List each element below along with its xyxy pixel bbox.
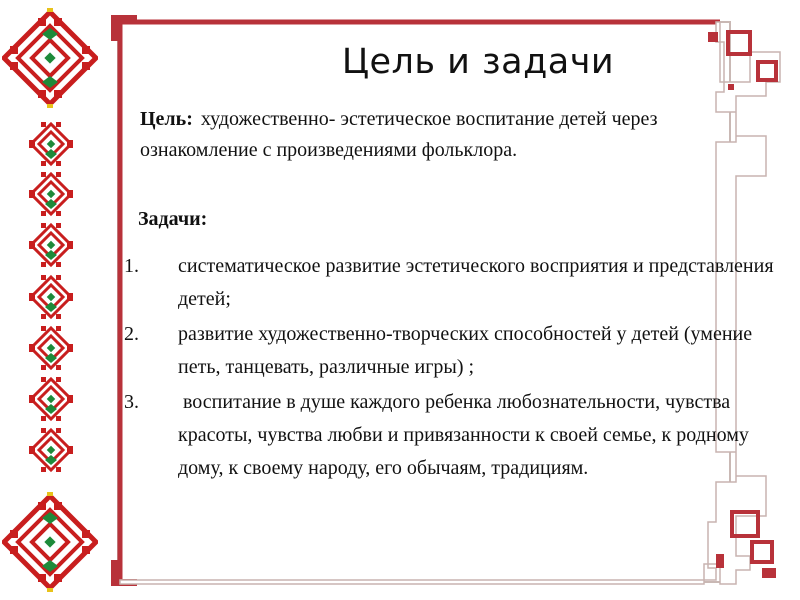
folk-ornament-icon: [26, 375, 76, 423]
goal-label: Цель:: [140, 108, 193, 130]
task-text: развитие художественно-творческих способностей у детей (умение петь, танцевать, различные игры) ;: [178, 323, 753, 378]
goal-text: художественно- эстетическое воспитание детей через ознакомление с произведениями фольклора.: [140, 108, 658, 161]
task-text: систематическое развитие эстетического восприятия и представления детей;: [178, 255, 774, 310]
slide-content: [108, 12, 798, 590]
task-item: [122, 318, 777, 384]
folk-ornament-icon: [2, 8, 98, 108]
folk-ornament-icon: [26, 273, 76, 321]
task-number: 3.: [124, 391, 139, 413]
folk-ornament-icon: [26, 426, 76, 474]
task-item: [122, 386, 777, 485]
task-number: 2.: [124, 323, 139, 345]
goal-paragraph: [140, 104, 780, 166]
page-title: Цель и задачи: [341, 42, 615, 82]
folk-ornament-icon: [2, 492, 98, 592]
ornament-column: [0, 0, 100, 600]
task-list: [122, 250, 777, 487]
folk-ornament-icon: [26, 170, 76, 218]
task-text: воспитание в душе каждого ребенка любознательности, чувства красоты, чувства любви и привязанности к своей семье, к родному дому, к своему народу, его обычаям, традициям.: [178, 391, 754, 479]
task-number: 1.: [124, 255, 139, 277]
tasks-heading: Задачи:: [138, 208, 208, 230]
folk-ornament-icon: [26, 324, 76, 372]
folk-ornament-icon: [26, 120, 76, 168]
content-frame: [108, 12, 798, 590]
task-item: [122, 250, 777, 316]
folk-ornament-icon: [26, 221, 76, 269]
